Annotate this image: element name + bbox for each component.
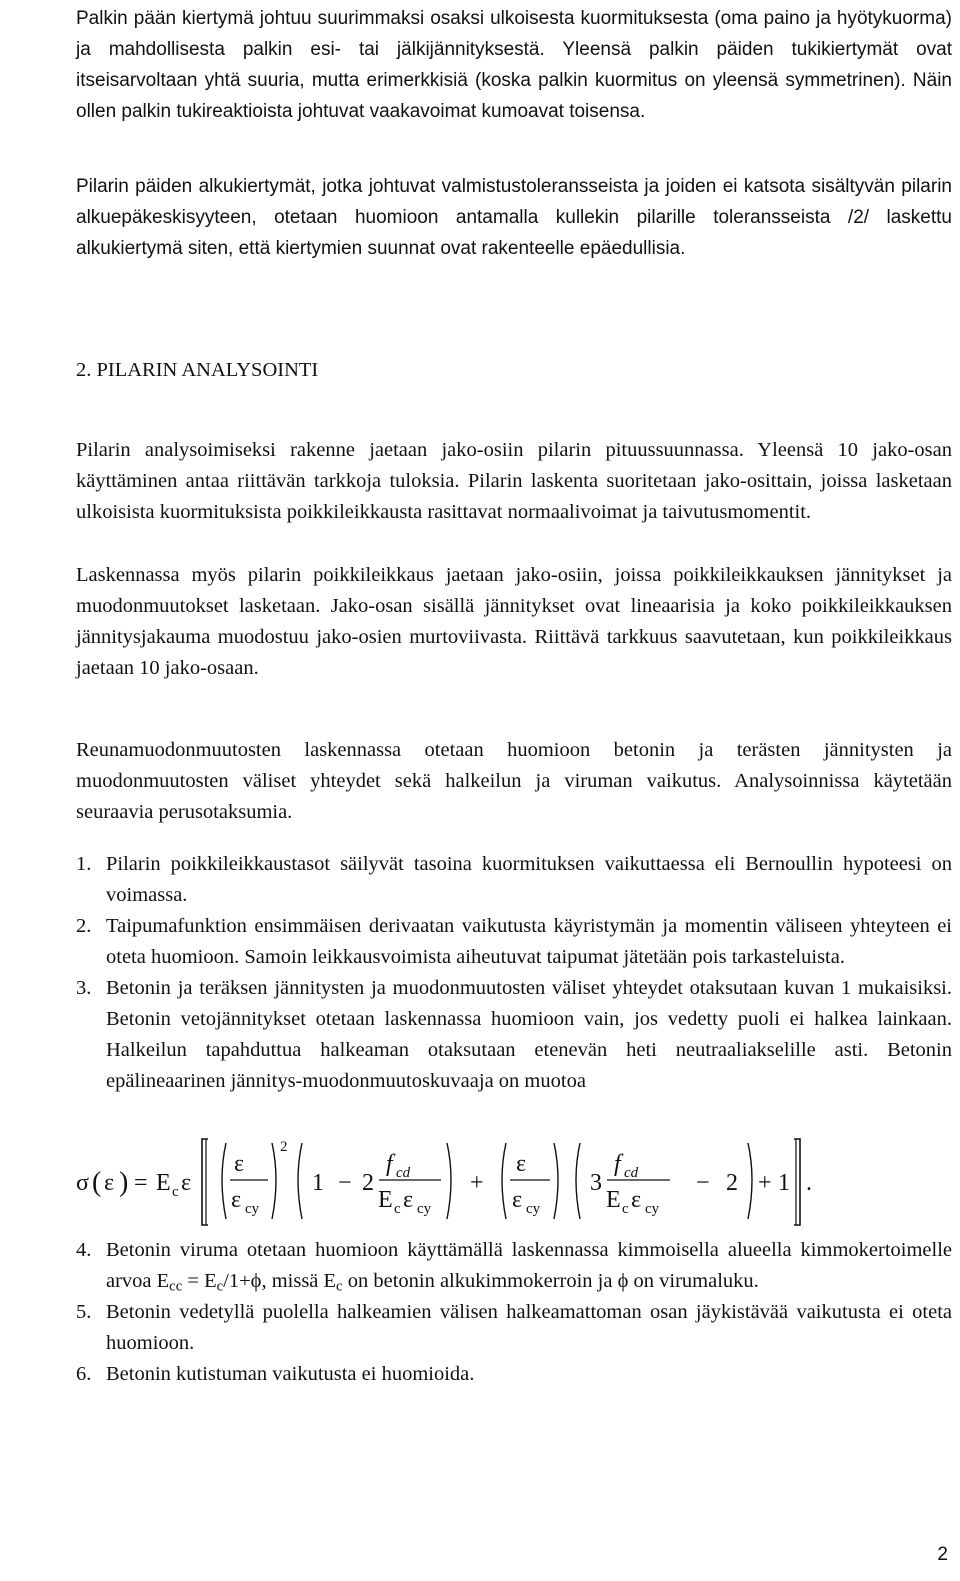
list-number: 5. xyxy=(76,1301,92,1323)
formula-period: . xyxy=(806,1170,812,1196)
list-item-text: Pilarin poikkileikkaustasot säilyvät tasoina kuormituksen vaikuttaessa eli Bernoullin hypoteesi on voimassa. xyxy=(106,853,952,906)
formula-plus-2: + xyxy=(758,1170,772,1196)
formula-sigma: σ xyxy=(76,1170,89,1196)
frac4-den-eps: ε xyxy=(631,1187,642,1213)
paragraph-column-division: Pilarin analysoimiseksi rakenne jaetaan jako-osiin pilarin pituussuunnassa. Yleensä 10 jako-osan käyttäminen antaa riittävän tarkkoja tuloksia. Pilarin laskenta suoritetaan jako-osittain, joissa lasketaan ulkoisista kuormituksista poikkileikkausta rasittavat normaalivoimat ja taivutusmomentit. xyxy=(76,439,952,523)
frac4-den-sub-c: c xyxy=(622,1201,629,1217)
paren-3-right xyxy=(554,1143,558,1219)
list-number: 4. xyxy=(76,1239,92,1261)
list-number: 2. xyxy=(76,915,92,937)
bracket-left xyxy=(202,1139,208,1225)
frac3-den: ε xyxy=(512,1187,523,1213)
formula-minus-2: − xyxy=(696,1170,710,1196)
paragraph-beam-rotation: Palkin pään kiertymä johtuu suurimmaksi osaksi ulkoisesta kuormituksesta (oma paino ja hyötykuorma) ja mahdollisesta palkin esi- tai jälkijännityksestä. Yleensä palkin päiden tukikiertymät ovat itseisarvoltaan yhtä suuria, mutta erimerkkisiä (koska palkin kuormitus on yleensä symmetrinen). Näin ollen palkin tukireaktioista johtuvat vaakavoimat kumoavat toisensa. xyxy=(76,8,952,122)
list-number: 3. xyxy=(76,977,92,999)
formula-eps2: ε xyxy=(181,1170,192,1196)
list-number: 6. xyxy=(76,1363,92,1385)
formula-sub-c: c xyxy=(172,1184,179,1200)
paragraph-edge-strains: Reunamuodonmuutosten laskennassa otetaan huomioon betonin ja terästen jännitysten ja muodonmuutosten väliset yhteydet sekä halkeilun ja viruman vaikutus. Analysoinnissa käytetään seuraavia perusotaksumia. xyxy=(76,739,952,823)
formula-one-2: 1 xyxy=(778,1170,790,1196)
frac2-num-sub: cd xyxy=(396,1165,411,1181)
frac3-den-sub: cy xyxy=(526,1201,541,1217)
frac4-den-E: E xyxy=(606,1187,621,1213)
list-item-text xyxy=(106,1239,952,1295)
frac2-den-sub-cy: cy xyxy=(417,1201,432,1217)
assumption-list xyxy=(76,849,952,1097)
formula-E: E xyxy=(156,1170,171,1196)
frac2-den-eps: ε xyxy=(403,1187,414,1213)
bracket-right xyxy=(794,1139,800,1225)
frac2-num-f: f xyxy=(386,1151,393,1177)
paren-4-right xyxy=(748,1143,752,1219)
text-fragment: Betonin viruma otetaan huomioon käyttämällä laskennassa kimmoisella alueella kimmokertoimelle arvoa E xyxy=(106,1239,952,1292)
paren-3-left xyxy=(502,1143,506,1219)
frac3-num: ε xyxy=(516,1151,527,1177)
list-item xyxy=(76,849,952,911)
frac4-num-sub: cd xyxy=(624,1165,639,1181)
paren-4-left xyxy=(576,1143,580,1219)
subscript: c xyxy=(336,1278,343,1295)
paren-2-left xyxy=(298,1143,302,1219)
formula-two: 2 xyxy=(362,1170,374,1196)
text-fragment: = E xyxy=(182,1270,217,1292)
list-item-text: Betonin kutistuman vaikutusta ei huomioida. xyxy=(106,1363,475,1385)
section-heading: 2. PILARIN ANALYSOINTI xyxy=(76,359,319,381)
frac4-den-sub-cy: cy xyxy=(645,1201,660,1217)
frac2-den-E: E xyxy=(378,1187,393,1213)
list-item xyxy=(76,973,952,1097)
paragraph-cross-section-division: Laskennassa myös pilarin poikkileikkaus jaetaan jako-osiin, joissa poikkileikkauksen jännitykset ja muodonmuutokset lasketaan. Jako-osan sisällä jännitykset ovat lineaarisia ja koko poikkileikkauksen jännitysjakauma muodostuu jako-osien murtoviivasta. Riittävä tarkkuus saavutetaan, kun poikkileikkaus jaetaan 10 jako-osaan. xyxy=(76,564,952,679)
subscript: c xyxy=(216,1278,224,1295)
paren-1-right xyxy=(272,1143,276,1219)
list-item xyxy=(76,1235,952,1297)
formula-paren-close: ) xyxy=(119,1167,129,1198)
list-item xyxy=(76,1359,952,1390)
formula-minus-1: − xyxy=(338,1170,352,1196)
frac1-num: ε xyxy=(234,1151,245,1177)
list-item-text: Taipumafunktion ensimmäisen derivaatan vaikutusta käyristymän ja momentin väliseen yhteyteen ei oteta huomioon. Samoin leikkausvoimista aiheutuvat taipumat jätetään pois tarkasteluista. xyxy=(106,915,952,968)
assumption-list-continued xyxy=(76,1235,952,1390)
formula-exponent: 2 xyxy=(280,1139,288,1155)
text-fragment: /1+ϕ, missä E xyxy=(223,1270,337,1292)
list-item-text: Betonin vedetyllä puolella halkeamien välisen halkeamattoman osan jäykistävää vaikutusta ei oteta huomioon. xyxy=(106,1301,952,1354)
formula-three: 3 xyxy=(590,1170,602,1196)
paren-2-right xyxy=(447,1143,451,1219)
frac1-den: ε xyxy=(231,1187,242,1213)
frac2-den-sub-c: c xyxy=(394,1201,401,1217)
paren-1-left xyxy=(222,1143,226,1219)
subscript: cc xyxy=(169,1278,183,1295)
paragraph-column-initial-rotation: Pilarin päiden alkukiertymät, jotka johtuvat valmistustoleransseista ja joiden ei katsota sisältyvän pilarin alkuepäkeskisyyteen, otetaan huomioon antamalla kullekin pilarille toleransseista /2/ laskettu alkukiertymä siten, että kiertymien suunnat ovat rakenteelle epäedullisia. xyxy=(76,176,952,259)
formula-equals: = xyxy=(134,1170,148,1196)
list-item-text: Betonin ja teräksen jännitysten ja muodonmuutosten väliset yhteydet otaksutaan kuvan 1 mukaisiksi. Betonin vetojännitykset otetaan laskennassa huomioon vain, jos vedetty puoli ei halkea lainkaan. Halkeilun tapahduttua halkeaman otaksutaan etenevän heti neutraaliakselille asti. Betonin epälineaarinen jännitys-muodonmuutoskuvaaja on muotoa xyxy=(106,977,952,1092)
list-item xyxy=(76,1297,952,1359)
formula-one: 1 xyxy=(312,1170,324,1196)
frac1-den-sub: cy xyxy=(245,1201,260,1217)
formula-paren-open: ( xyxy=(92,1167,102,1198)
list-number: 1. xyxy=(76,853,92,875)
list-item xyxy=(76,911,952,973)
text-fragment: on betonin alkukimmokerroin ja ϕ on virumaluku. xyxy=(342,1270,759,1292)
frac4-num-f: f xyxy=(614,1151,621,1177)
page-number: 2 xyxy=(937,1544,948,1565)
formula-plus-1: + xyxy=(470,1170,484,1196)
stress-strain-formula xyxy=(76,1135,936,1229)
formula-eps: ε xyxy=(104,1170,115,1196)
formula-two-2: 2 xyxy=(726,1170,738,1196)
